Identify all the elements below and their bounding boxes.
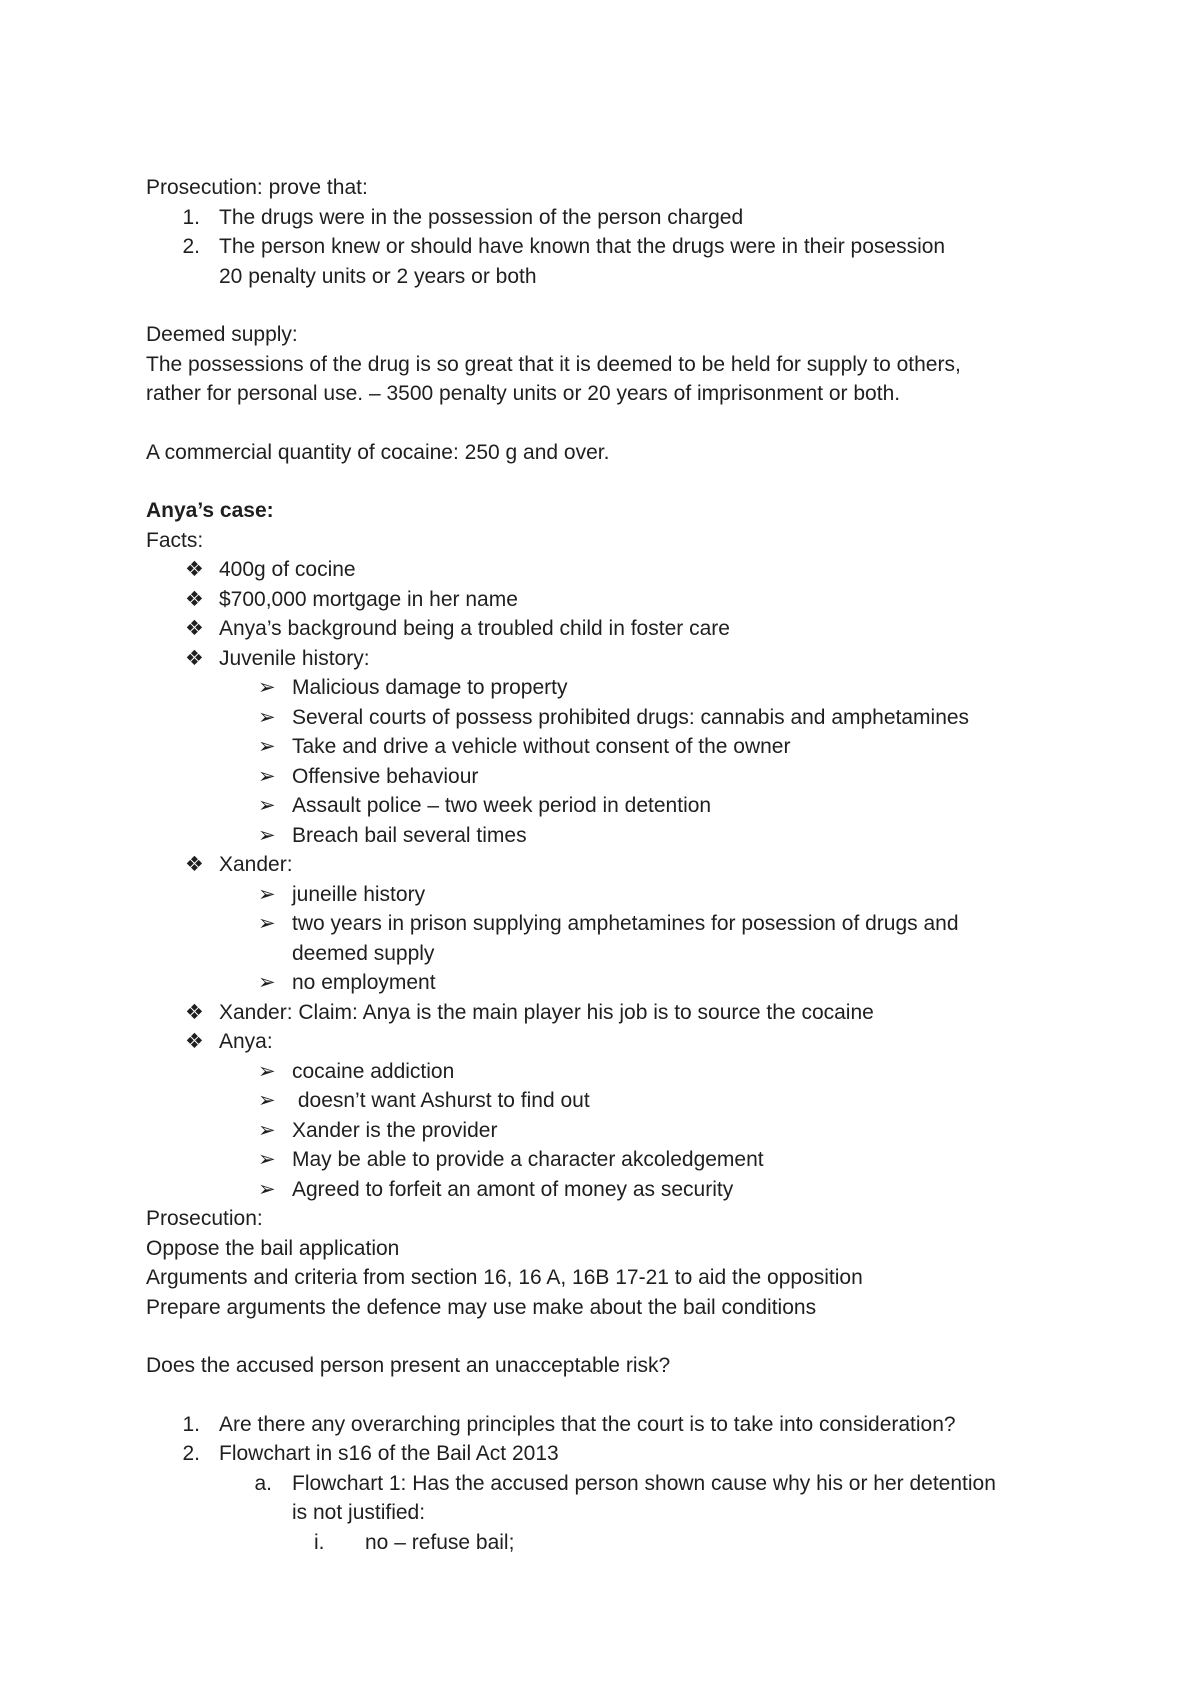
diamond-bullet-icon: ❖ xyxy=(185,617,204,640)
arrow-bullet-icon: ➢ xyxy=(258,794,276,817)
list-item: a. Flowchart 1: Has the accused person shown cause why his or her detention is not justified: xyxy=(146,1469,1066,1528)
list-number: 1. xyxy=(182,1412,200,1436)
list-item: ➢ Breach bail several times xyxy=(146,821,1066,851)
deemed-supply-text-line1: The possessions of the drug is so great that it is deemed to be held for supply to others, xyxy=(146,352,961,376)
deemed-supply-text-line2: rather for personal use. – 3500 penalty units or 20 years of imprisonment or both. xyxy=(146,382,901,405)
list-item: ❖ Juvenile history: xyxy=(146,644,1066,674)
list-number: 2. xyxy=(182,1442,200,1465)
arrow-bullet-icon: ➢ xyxy=(258,1177,276,1201)
list-item: ➢ May be able to provide a character akcoledgement xyxy=(146,1145,1066,1175)
list-item: ➢ doesn’t want Ashurst to find out xyxy=(146,1086,1066,1116)
diamond-bullet-icon: ❖ xyxy=(185,587,204,611)
arrow-bullet-icon: ➢ xyxy=(258,705,276,729)
list-item: 1. Are there any overarching principles that the court is to take into consideration? xyxy=(146,1410,1066,1440)
list-number: 1. xyxy=(182,205,200,229)
diamond-bullet-icon: ❖ xyxy=(185,646,204,670)
penalty-line: 20 penalty units or 2 years or both xyxy=(219,264,537,288)
list-item: ❖ 400g of cocine xyxy=(146,555,1066,585)
list-item: ❖ Anya: xyxy=(146,1027,1066,1057)
diamond-bullet-icon: ❖ xyxy=(185,558,204,581)
prove-list xyxy=(146,203,1066,262)
list-roman: i. xyxy=(314,1530,325,1554)
list-item: 2. Flowchart in s16 of the Bail Act 2013 xyxy=(146,1439,1066,1469)
arrow-bullet-icon: ➢ xyxy=(258,735,276,758)
prosecution-prove-heading: Prosecution: prove that: xyxy=(146,176,368,199)
steps-list xyxy=(146,1410,1066,1558)
prosecution-line: Prepare arguments the defence may use make about the bail conditions xyxy=(146,1295,817,1319)
arrow-bullet-icon: ➢ xyxy=(258,882,276,906)
arrow-bullet-icon: ➢ xyxy=(258,764,276,788)
spacer xyxy=(146,409,1066,438)
list-item: ❖ Anya’s background being a troubled child in foster care xyxy=(146,614,1066,644)
list-item: ❖ Xander: Claim: Anya is the main player his job is to source the cocaine xyxy=(146,998,1066,1028)
list-item: ➢ no employment xyxy=(146,968,1066,998)
arrow-bullet-icon: ➢ xyxy=(258,1059,276,1083)
list-item: ➢ Take and drive a vehicle without consent of the owner xyxy=(146,732,1066,762)
diamond-bullet-icon: ❖ xyxy=(185,1000,204,1024)
spacer xyxy=(146,467,1066,496)
prosecution-line: Arguments and criteria from section 16, 16 A, 16B 17-21 to aid the opposition xyxy=(146,1266,863,1289)
list-item: 2. The person knew or should have known that the drugs were in their posession xyxy=(146,232,1066,262)
list-item: ➢ Agreed to forfeit an amont of money as security xyxy=(146,1175,1066,1205)
commercial-quantity-text: A commercial quantity of cocaine: 250 g and over. xyxy=(146,440,610,464)
list-item: i. no – refuse bail; xyxy=(146,1528,1066,1558)
list-item: ❖ Xander: xyxy=(146,850,1066,880)
list-item: ➢ Offensive behaviour xyxy=(146,762,1066,792)
arrow-bullet-icon: ➢ xyxy=(258,971,276,994)
diamond-bullet-icon: ❖ xyxy=(185,1030,204,1053)
spacer xyxy=(146,1322,1066,1351)
case-title: Anya’s case: xyxy=(146,499,274,522)
list-item: ❖ $700,000 mortgage in her name xyxy=(146,585,1066,615)
arrow-bullet-icon: ➢ xyxy=(258,676,276,699)
arrow-bullet-icon: ➢ xyxy=(258,823,276,847)
prosecution-line: Oppose the bail application xyxy=(146,1236,400,1260)
document-body xyxy=(146,173,1066,1557)
prosecution-heading: Prosecution: xyxy=(146,1207,263,1230)
list-letter: a. xyxy=(254,1471,272,1495)
diamond-bullet-icon: ❖ xyxy=(185,853,204,876)
arrow-bullet-icon: ➢ xyxy=(258,1148,276,1171)
deemed-supply-heading: Deemed supply: xyxy=(146,323,298,346)
spacer xyxy=(146,1381,1066,1410)
arrow-bullet-icon: ➢ xyxy=(258,912,276,935)
spacer xyxy=(146,291,1066,320)
list-item: ➢ cocaine addiction xyxy=(146,1057,1066,1087)
list-item: ➢ Malicious damage to property xyxy=(146,673,1066,703)
list-item: ➢ Several courts of possess prohibited drugs: cannabis and amphetamines xyxy=(146,703,1066,733)
facts-label: Facts: xyxy=(146,528,204,552)
list-item: ➢ two years in prison supplying amphetamines for posession of drugs and deemed supply xyxy=(146,909,1066,968)
list-item: ➢ juneille history xyxy=(146,880,1066,910)
list-number: 2. xyxy=(182,235,200,258)
arrow-bullet-icon: ➢ xyxy=(258,1118,276,1142)
list-item: 1. The drugs were in the possession of the person charged xyxy=(146,203,1066,233)
facts-list xyxy=(146,555,1066,1204)
risk-question: Does the accused person present an unacceptable risk? xyxy=(146,1354,671,1377)
list-item: ➢ Assault police – two week period in detention xyxy=(146,791,1066,821)
arrow-bullet-icon: ➢ xyxy=(258,1089,276,1112)
list-item: ➢ Xander is the provider xyxy=(146,1116,1066,1146)
